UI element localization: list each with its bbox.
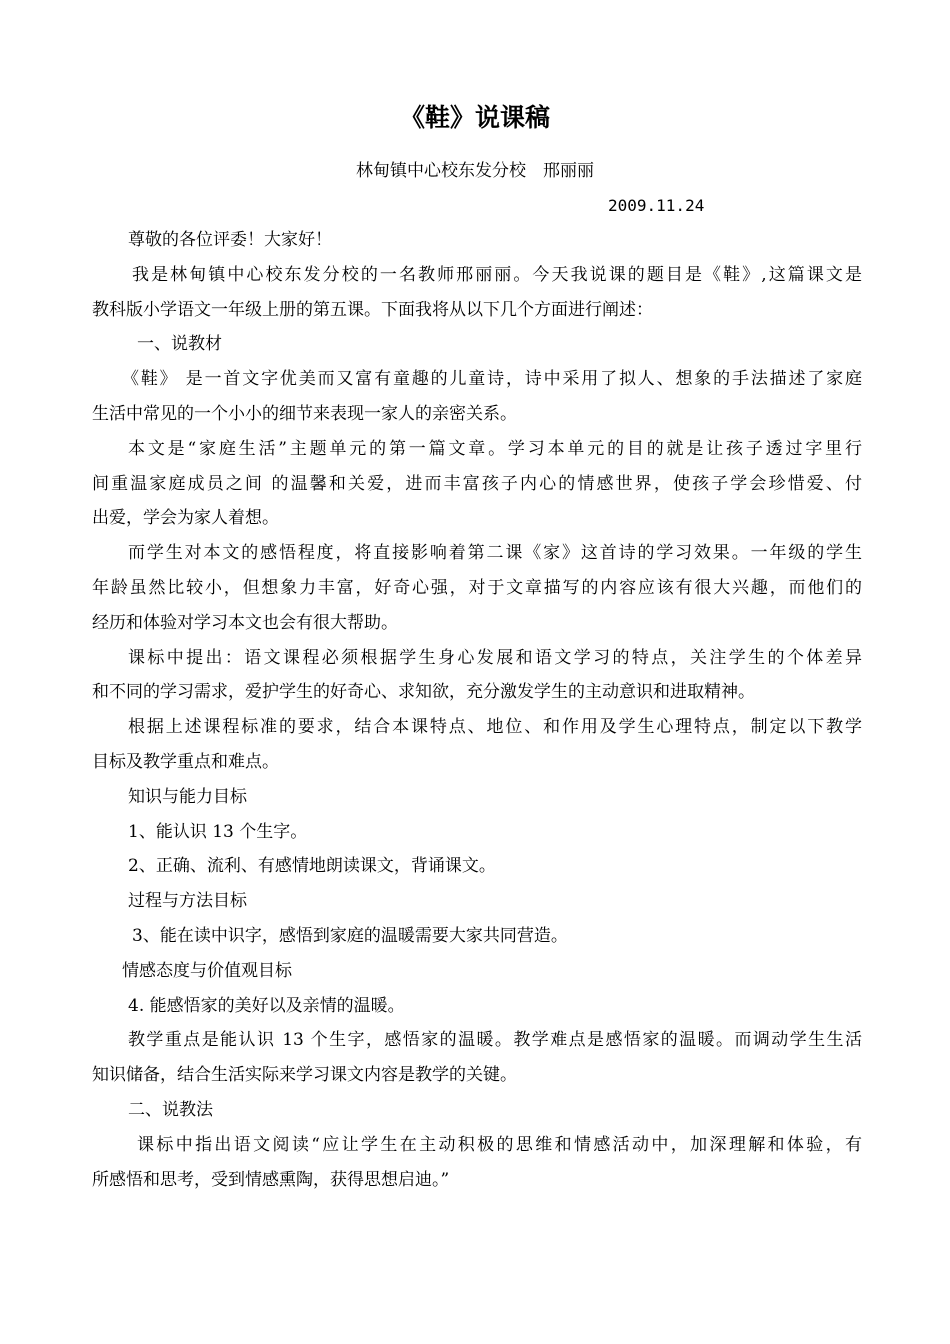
subheading: 情感态度与价值观目标 bbox=[122, 960, 292, 981]
paragraph-line: 知识储备，结合生活实际来学习课文内容是教学的关键。 bbox=[92, 1065, 517, 1086]
paragraph-line: 本文是“家庭生活”主题单元的第一篇文章。学习本单元的目的就是让孩子透过字里行 bbox=[128, 438, 862, 459]
section-heading: 二、说教法 bbox=[128, 1099, 213, 1120]
paragraph-line: 间重温家庭成员之间 的温馨和关爱，进而丰富孩子内心的情感世界，使孩子学会珍惜爱、付 bbox=[92, 473, 862, 494]
greeting: 尊敬的各位评委！大家好！ bbox=[128, 230, 332, 250]
document-title: 《鞋》说课稿 bbox=[399, 103, 550, 132]
list-item: 3、能在读中识字，感悟到家庭的温暖需要大家共同营造。 bbox=[132, 925, 568, 946]
paragraph-line: 和不同的学习需求，爱护学生的好奇心、求知欲，充分激发学生的主动意识和进取精神。 bbox=[92, 682, 755, 703]
paragraph-line: 生活中常见的一个小小的细节来表现一家人的亲密关系。 bbox=[92, 403, 517, 424]
paragraph-line: 《鞋》 是一首文字优美而又富有童趣的儿童诗，诗中采用了拟人、想象的手法描述了家庭 bbox=[122, 369, 862, 390]
list-item: 2、正确、流利、有感情地朗读课文，背诵课文。 bbox=[128, 856, 496, 877]
list-item: 1、能认识 13 个生字。 bbox=[128, 821, 308, 842]
subheading: 知识与能力目标 bbox=[128, 786, 247, 807]
author-line: 林甸镇中心校东发分校 邢丽丽 bbox=[356, 161, 594, 181]
list-item: 4. 能感悟家的美好以及亲情的温暖。 bbox=[128, 995, 405, 1016]
paragraph-line: 出爱，学会为家人着想。 bbox=[92, 508, 279, 529]
paragraph-line: 所感悟和思考，受到情感熏陶，获得思想启迪。” bbox=[92, 1169, 450, 1190]
paragraph-line: 教学重点是能认识 13 个生字，感悟家的温暖。教学难点是感悟家的温暖。而调动学生生活 bbox=[128, 1030, 862, 1051]
section-heading: 一、说教材 bbox=[137, 334, 222, 355]
date-line: 2009.11.24 bbox=[608, 196, 705, 215]
document-body bbox=[92, 223, 862, 1197]
subheading: 过程与方法目标 bbox=[128, 891, 247, 912]
paragraph-line: 经历和体验对学习本文也会有很大帮助。 bbox=[92, 612, 398, 633]
paragraph-line: 根据上述课程标准的要求，结合本课特点、地位、和作用及学生心理特点，制定以下教学 bbox=[128, 717, 862, 738]
paragraph-line: 年龄虽然比较小，但想象力丰富，好奇心强，对于文章描写的内容应该有很大兴趣，而他们的 bbox=[92, 577, 862, 598]
paragraph-line: 教科版小学语文一年级上册的第五课。下面我将从以下几个方面进行阐述： bbox=[92, 299, 653, 320]
paragraph-line: 目标及教学重点和难点。 bbox=[92, 751, 279, 772]
paragraph-line: 课标中提出：语文课程必须根据学生身心发展和语文学习的特点，关注学生的个体差异 bbox=[128, 647, 862, 668]
paragraph-line: 而学生对本文的感悟程度，将直接影响着第二课《家》这首诗的学习效果。一年级的学生 bbox=[128, 543, 862, 564]
paragraph-line: 课标中指出语文阅读“应让学生在主动积极的思维和情感活动中，加深理解和体验，有 bbox=[137, 1134, 862, 1155]
paragraph-line: 我是林甸镇中心校东发分校的一名教师邢丽丽。今天我说课的题目是《鞋》,这篇课文是 bbox=[132, 264, 862, 285]
